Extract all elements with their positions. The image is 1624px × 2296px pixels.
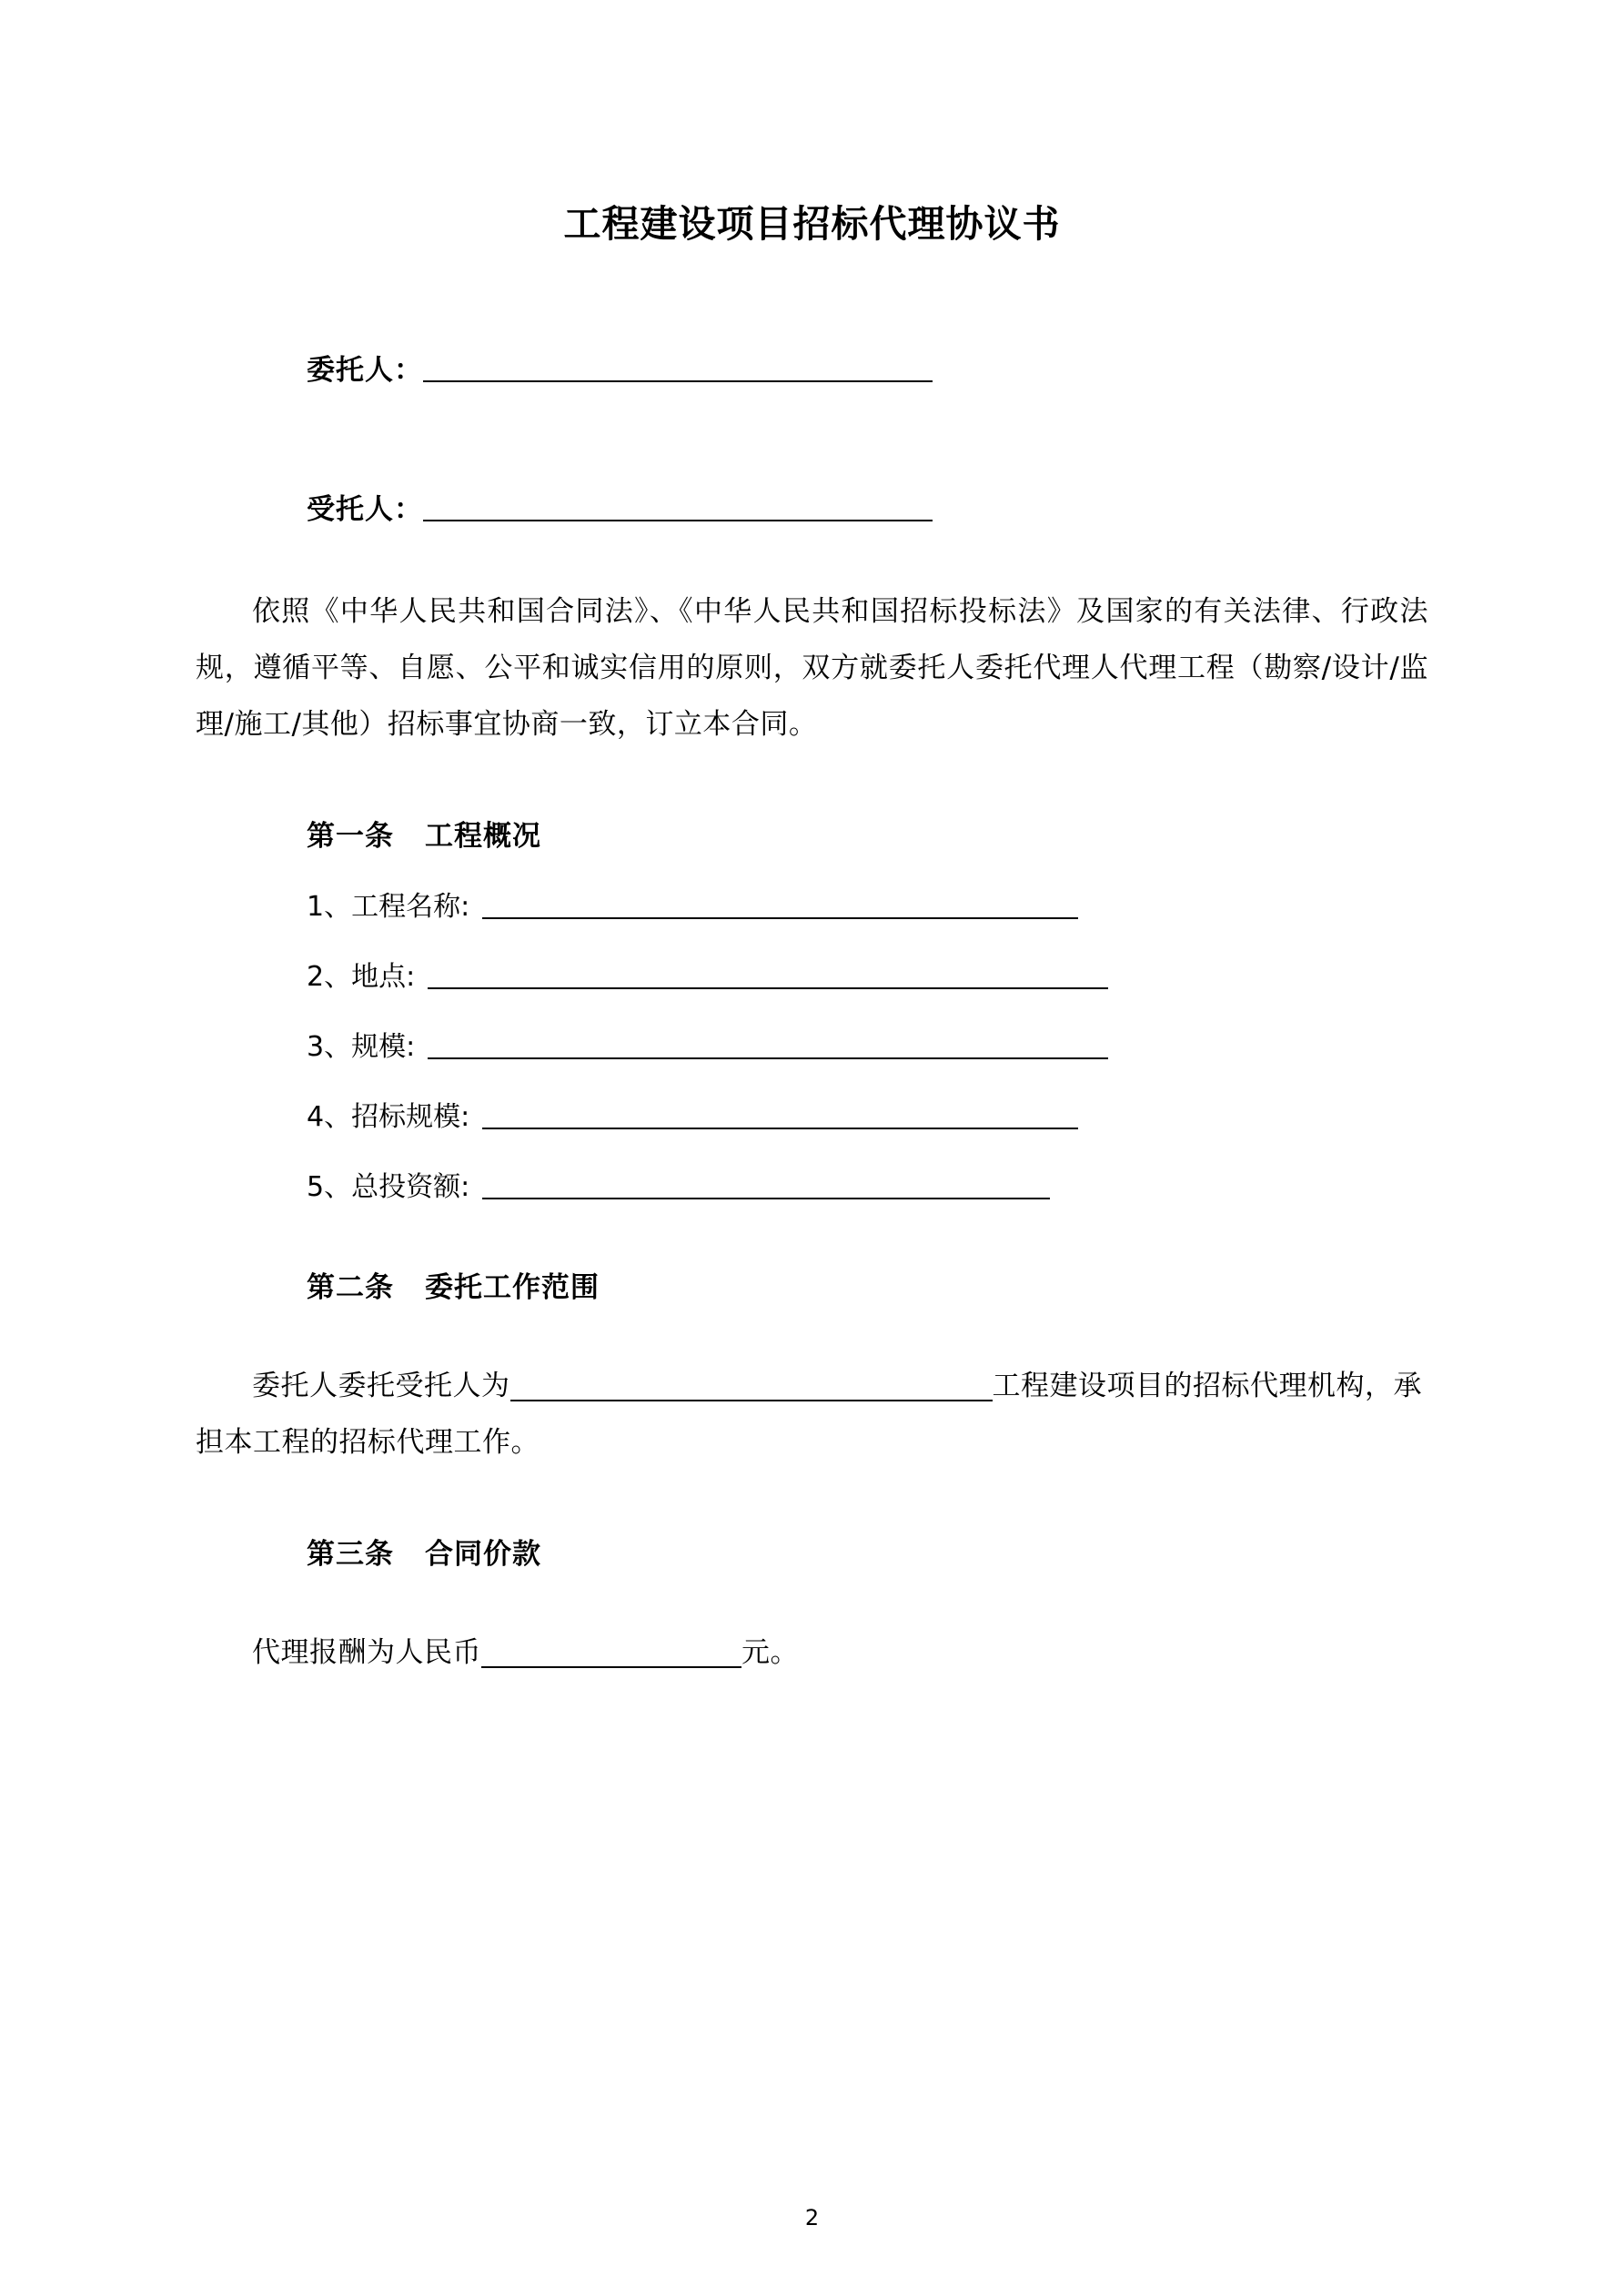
party-entrustor-field[interactable]	[423, 353, 933, 382]
project-location-row	[307, 960, 1428, 994]
project-location-label: 2、地点:	[307, 961, 416, 994]
bid-scale-field[interactable]	[482, 1100, 1078, 1129]
total-investment-label: 5、总投资额:	[307, 1171, 470, 1204]
bid-scale-row	[307, 1100, 1428, 1134]
section-3-body-suffix: 元。	[741, 1636, 799, 1670]
section-2-blank-field[interactable]	[510, 1400, 993, 1401]
section-3-number: 第三条	[307, 1538, 394, 1572]
section-2-number: 第二条	[307, 1271, 394, 1305]
section-2-body-suffix: 工程建设项目的招标代理机构，承担本工程的招标代理工作。	[196, 1370, 1422, 1460]
page-title: 工程建设项目招标代理协议书	[563, 202, 1061, 246]
project-name-row	[307, 890, 1428, 924]
project-name-field[interactable]	[482, 890, 1078, 919]
section-3-body-prefix: 代理报酬为人民币	[252, 1636, 481, 1670]
section-1-title: 工程概况	[425, 820, 541, 854]
section-2-heading	[307, 1264, 1428, 1305]
section-3-title: 合同价款	[425, 1538, 541, 1572]
section-1-number: 第一条	[307, 820, 394, 854]
page-number: 2	[804, 2205, 820, 2230]
party-entrustee-label: 受托人：	[307, 493, 423, 527]
section-2-body	[196, 1358, 1428, 1471]
section-3-body	[196, 1624, 1428, 1681]
party-entrustor-line	[307, 347, 1428, 388]
section-3-heading	[307, 1531, 1428, 1572]
preamble-paragraph: 依照《中华人民共和国合同法》、《中华人民共和国招标投标法》及国家的有关法律、行政法规，遵循平等、自愿、公平和诚实信用的原则，双方就委托人委托代理人代理工程（勘察/设计/监理/施工/其他）招标事宜协商一致，订立本合同。	[196, 595, 1428, 742]
total-investment-field[interactable]	[482, 1170, 1050, 1199]
project-scale-label: 3、规模:	[307, 1031, 416, 1064]
party-entrustee-line	[307, 486, 1428, 527]
bid-scale-label: 4、招标规模:	[307, 1101, 470, 1134]
project-name-label: 1、工程名称:	[307, 891, 470, 924]
section-1-heading	[307, 813, 1428, 854]
party-entrustor-label: 委托人：	[307, 354, 423, 388]
project-location-field[interactable]	[428, 960, 1108, 989]
section-2-title: 委托工作范围	[425, 1271, 600, 1305]
project-scale-field[interactable]	[428, 1030, 1108, 1059]
section-2-body-prefix: 委托人委托受托人为	[252, 1370, 510, 1403]
party-entrustee-field[interactable]	[423, 492, 933, 521]
project-scale-row	[307, 1030, 1428, 1064]
total-investment-row	[307, 1170, 1428, 1204]
section-3-blank-field[interactable]	[481, 1666, 741, 1668]
